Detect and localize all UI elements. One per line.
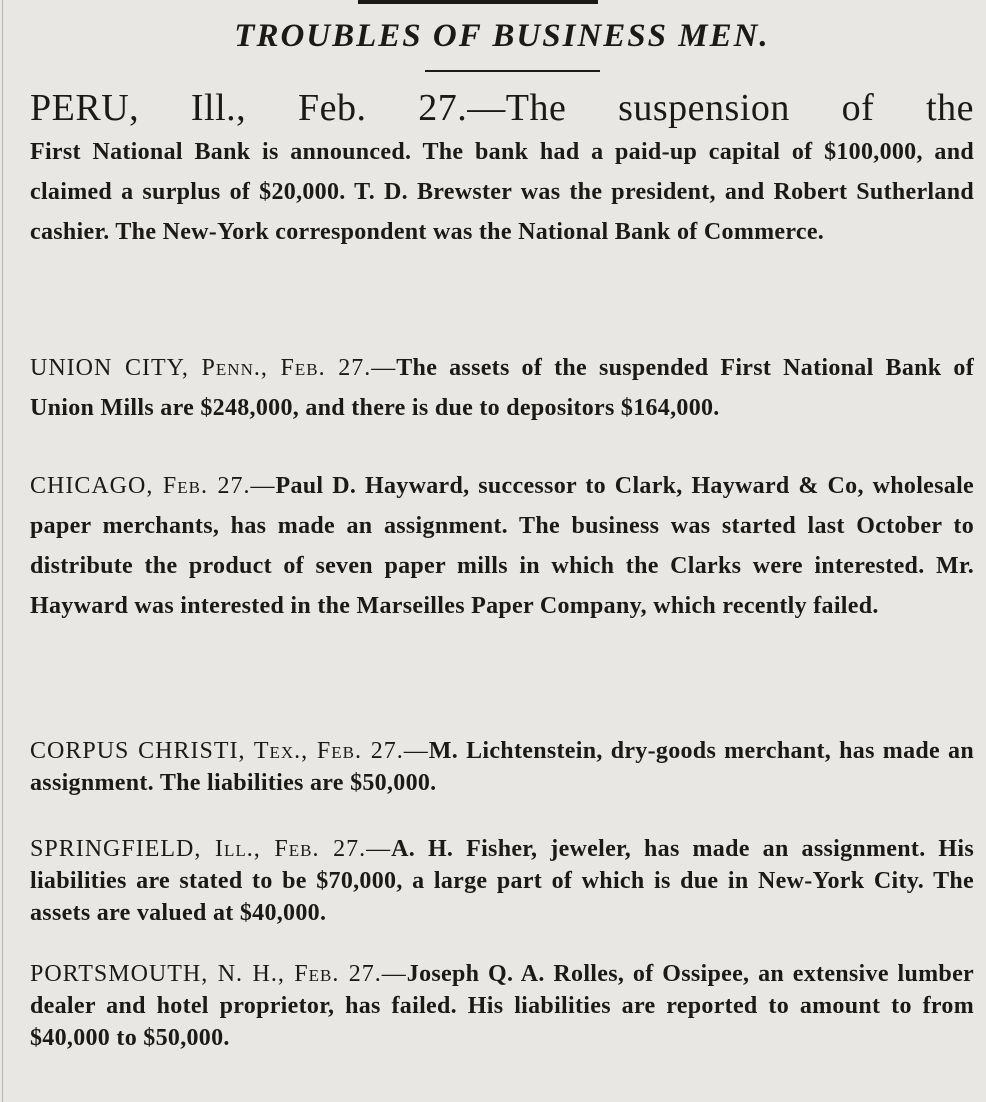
news-item-springfield <box>30 833 974 929</box>
dateline: CORPUS CHRISTI, Tex., Feb. 27.— <box>30 738 429 764</box>
dateline: UNION CITY, Penn., Feb. 27.— <box>30 355 397 381</box>
lead-line <box>30 84 974 132</box>
news-item-corpus-christi <box>30 735 974 799</box>
dateline: CHICAGO, Feb. 27.— <box>30 473 276 499</box>
news-column <box>30 0 974 1102</box>
item-text: M. Lichtenstein, dry-goods merchant, has made an assignment. The liabilities are $50,000. <box>30 738 974 796</box>
item-text: A. H. Fisher, jeweler, has made an assignment. His liabilities are stated to be $70,000, a large part of which is due in New-York City. The assets are valued at $40,000. <box>30 836 974 926</box>
item-text: First National Bank is announced. The bank had a paid-up capital of $100,000, and claimed a surplus of $20,000. T. D. Brewster was the president, and Robert Sutherland cashier. The New-York correspondent was the National Bank of Commerce. <box>30 139 974 245</box>
headline-rule <box>425 70 600 72</box>
item-text: Paul D. Hayward, successor to Clark, Hayward & Co, wholesale paper merchants, has made an assignment. The business was started last October to distribute the product of seven paper mills in which the Clarks were interested. Mr. Hayward was interested in the Marseilles Paper Company, which recently failed. <box>30 473 974 619</box>
dateline: SPRINGFIELD, Ill., Feb. 27.— <box>30 836 392 862</box>
item-text: Joseph Q. A. Rolles, of Ossipee, an extensive lumber dealer and hotel proprietor, has failed. His liabilities are reported to amount to from $40,000 to $50,000. <box>30 961 974 1051</box>
news-item-peru <box>30 84 974 252</box>
dateline: PORTSMOUTH, N. H., Feb. 27.— <box>30 961 407 987</box>
news-item-union-city <box>30 348 974 428</box>
news-item-portsmouth <box>30 958 974 1054</box>
item-text: The assets of the suspended First National Bank of Union Mills are $248,000, and there is due to depositors $164,000. <box>30 355 974 421</box>
dateline: PERU, Ill., Feb. 27.— <box>30 87 506 129</box>
news-item-chicago <box>30 466 974 626</box>
top-rule <box>358 0 598 4</box>
lead-text: The suspension of the <box>505 87 974 129</box>
headline: TROUBLES OF BUSINESS MEN. <box>234 18 770 54</box>
column-margin-line <box>2 0 3 1102</box>
